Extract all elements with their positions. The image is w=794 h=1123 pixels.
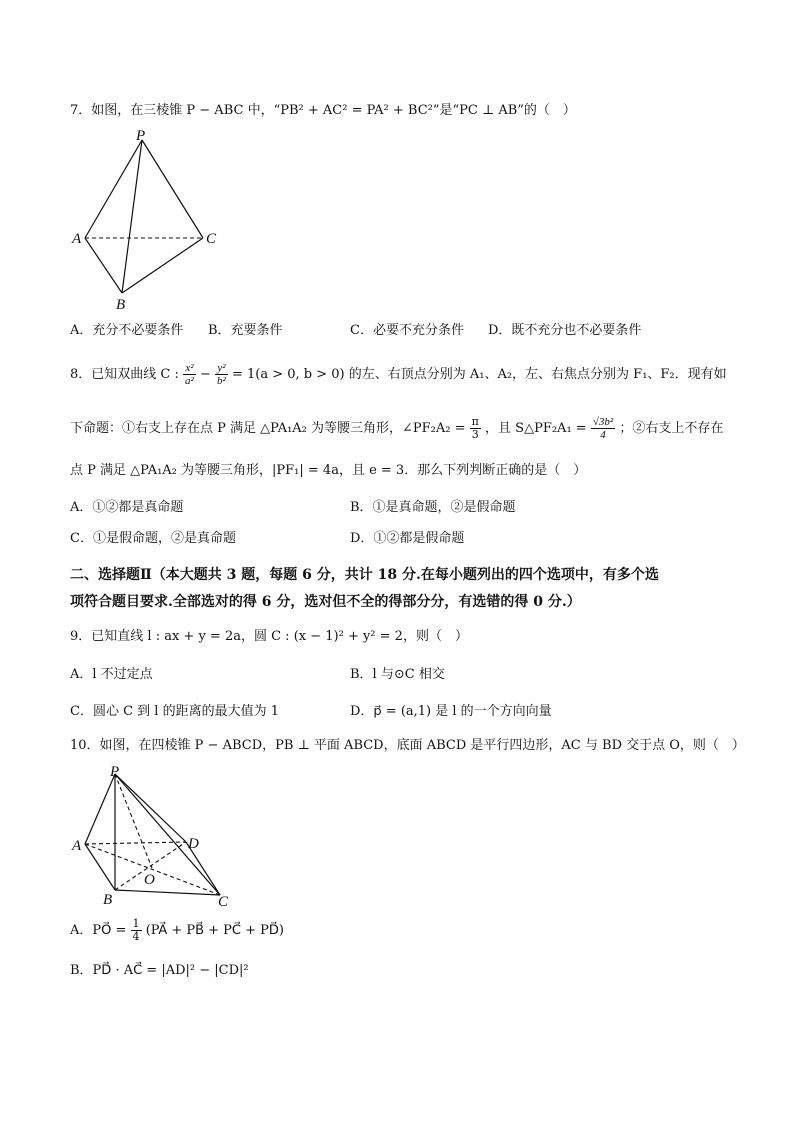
segment-PO-hidden <box>115 774 152 868</box>
frac-x-den: a² <box>185 375 194 387</box>
edge-BC <box>115 890 220 895</box>
q8-line1-start: 8．已知双曲线 C : <box>70 367 179 382</box>
frac-quarter-den: 4 <box>132 930 140 943</box>
label-B: B <box>103 892 113 908</box>
edge-PA <box>85 774 115 844</box>
q7-option-b: B．充要条件 <box>208 323 283 338</box>
frac-area-den: 4 <box>600 429 606 441</box>
q7-stem: 7．如图，在三棱锥 P − ABC 中，“PB² + AC² = PA² + BC²”是“PC ⊥ AB”的（ ） <box>70 103 576 118</box>
q9-option-a: A．l 不过定点 <box>70 667 153 682</box>
label-C: C <box>206 231 217 247</box>
q8-line2-start: 下命题：①右支上存在点 P 满足 △PA₁A₂ 为等腰三角形，∠PF₂A₂ = <box>70 421 466 436</box>
edge-AD-hidden <box>85 842 186 844</box>
q10-option-a <box>70 916 284 946</box>
q8-fraction-area <box>591 416 615 441</box>
frac-pi-den: 3 <box>471 428 479 441</box>
q10-fraction-quarter <box>131 918 142 943</box>
q8-line1: 8．已知双曲线 C : $\frac{\text{x²}}{\text{a²}}$ − $\frac{\text{y²}}{\text{b²}}$ = 1(a > 0, b > 0) 的左、右顶点分别为 A₁、A₂，左、右焦点分别为 F₁、F₂．现有如 <box>70 362 727 387</box>
q10-option-a-start: A．PO⃗ = <box>70 923 127 938</box>
q7-option-c: C．必要不充分条件 <box>350 323 464 338</box>
q8-fraction-pi <box>470 416 481 441</box>
edge-BC <box>122 238 203 293</box>
label-A: A <box>72 838 82 854</box>
frac-area-num: √3b² <box>592 416 614 428</box>
q8-option-a: A．①②都是真命题 <box>70 500 184 515</box>
frac-y-den: b² <box>217 375 226 387</box>
q8-line2-mid: ，且 S△PF₂A₁ = <box>485 421 587 436</box>
label-P: P <box>110 764 120 780</box>
edge-PC <box>142 140 203 238</box>
edge-AB <box>85 844 115 890</box>
edge-PD <box>115 774 186 842</box>
q10-option-a-end: (PA⃗ + PB⃗ + PC⃗ + PD⃗) <box>145 923 284 938</box>
q8-fraction-x <box>183 362 196 387</box>
q10-pyramid-figure <box>70 762 240 910</box>
edge-PC <box>115 774 220 895</box>
edge-AB <box>85 238 122 293</box>
frac-y-num: y² <box>215 362 228 375</box>
q7-option-a: A．充分不必要条件 <box>70 323 184 338</box>
q8-line3: 点 P 满足 △PA₁A₂ 为等腰三角形，|PF₁| = 4a，且 e = 3．那么下列判断正确的是（ ） <box>70 463 587 478</box>
q8-fraction-y <box>215 362 228 387</box>
edge-PA <box>85 140 142 238</box>
label-P: P <box>136 128 146 144</box>
label-A: A <box>72 231 82 247</box>
q8-line1-end: = 1(a > 0, b > 0) 的左、右顶点分别为 A₁、A₂，左、右焦点分别为 F₁、F₂．现有如 <box>231 367 727 382</box>
q8-line2-end: ；②右支上不存在 <box>619 421 724 436</box>
frac-quarter-num: 1 <box>132 917 140 930</box>
edge-PB <box>122 140 142 293</box>
label-O: O <box>144 872 155 888</box>
label-B: B <box>116 297 126 313</box>
q9-stem: 9．已知直线 l : ax + y = 2a，圆 C : (x − 1)² + y² = 2，则（ ） <box>70 629 468 644</box>
q7-option-d: D．既不充分也不必要条件 <box>488 323 642 338</box>
label-C: C <box>218 894 229 910</box>
q7-tetrahedron-figure <box>70 128 220 313</box>
label-D: D <box>188 836 199 852</box>
q8-option-c: C．①是假命题，②是真命题 <box>70 531 236 546</box>
q8-option-b: B．①是真命题，②是假命题 <box>350 500 516 515</box>
q8-line2 <box>70 414 723 444</box>
frac-pi-num: π <box>471 415 479 428</box>
frac-x-num: x² <box>183 362 196 375</box>
section2-heading-line2: 项符合题目要求.全部选对的得 6 分，选对但不全的得部分分，有选错的得 0 分.） <box>70 594 581 610</box>
q10-option-b: B．PD⃗ · AC⃗ = |AD|² − |CD|² <box>70 963 249 978</box>
q9-option-b: B．l 与⊙C 相交 <box>350 667 445 682</box>
q9-option-c: C．圆心 C 到 l 的距离的最大值为 1 <box>70 704 279 719</box>
q10-stem: 10．如图，在四棱锥 P − ABCD，PB ⊥ 平面 ABCD，底面 ABCD 是平行四边形，AC 与 BD 交于点 O，则（ ） <box>70 738 745 753</box>
q8-option-d: D．①②都是假命题 <box>350 531 465 546</box>
section2-heading-line1: 二、选择题Ⅱ（本大题共 3 题，每题 6 分，共计 18 分.在每小题列出的四个选项中，有多个选 <box>70 567 659 583</box>
q9-option-d: D．p⃗ = (a,1) 是 l 的一个方向向量 <box>350 704 552 719</box>
